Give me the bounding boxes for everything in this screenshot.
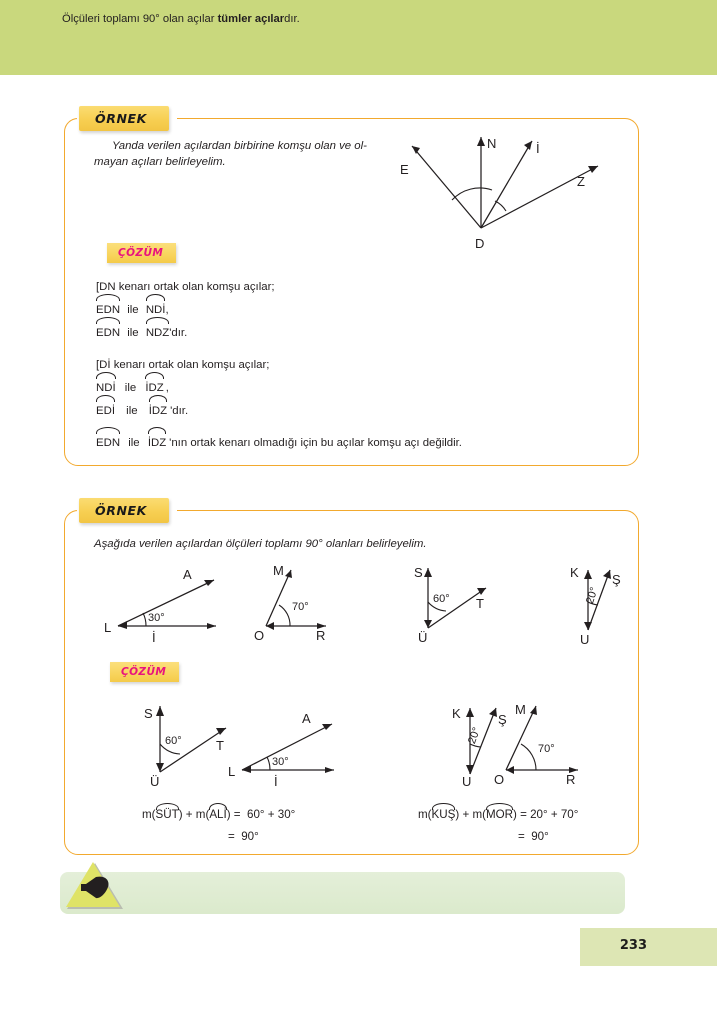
given-angle-diagram-1 <box>104 568 254 646</box>
info-note-text <box>62 13 300 25</box>
example-1-solution-lines <box>96 276 462 455</box>
conjunction: ile <box>128 437 140 449</box>
ray-label-upper: M <box>273 563 284 578</box>
vertex-label: L <box>228 764 236 779</box>
page-header-band <box>0 0 717 75</box>
angle-measure: 60° <box>433 593 450 605</box>
angle-notation: KUŞ <box>432 808 456 821</box>
conjunction: ile <box>124 382 137 394</box>
line-tail: , <box>165 382 169 394</box>
angle-notation: İDZ <box>145 377 163 400</box>
note-text-before: Ölçüleri toplamı 90° olan açılar <box>62 13 218 25</box>
equation-right-result: 90° <box>531 830 549 843</box>
angle-notation: NDZ <box>146 322 169 345</box>
vertex-label: O <box>254 628 265 643</box>
ray-label-lower: T <box>476 596 484 611</box>
angle-notation: MOR <box>486 808 513 821</box>
angle-measure: 70° <box>292 601 309 613</box>
ray-label-lower: R <box>566 772 576 787</box>
ray-label-upper: A <box>302 711 311 726</box>
conjunction: ile <box>127 304 139 316</box>
solution-line-7 <box>96 432 462 455</box>
given-angle-diagram-2 <box>254 562 374 644</box>
equation-left-line-1: m( SÜT) + m( ALİ) = 60° + 30° <box>142 808 295 821</box>
vertex-label: U <box>462 774 472 789</box>
ray-label-E: E <box>400 162 409 177</box>
example-1-prompt-line-1: Yanda verilen açılardan birbirine komşu olan ve ol- <box>112 140 367 152</box>
equation-left-rhs: 60° + 30° <box>247 808 296 821</box>
angle-notation: EDN <box>96 322 120 345</box>
angle-notation: EDİ <box>96 400 115 423</box>
example-2-prompt: Aşağıda verilen açılardan ölçüleri toplamı 90° olanları belirleyelim. <box>94 538 427 550</box>
angle-measure: 20° <box>466 725 484 746</box>
angle-notation: ALİ <box>209 808 226 821</box>
ray-label-upper: K <box>452 706 461 721</box>
note-text-bold: tümler açılar <box>217 13 285 25</box>
ray-label-lower: R <box>316 628 326 643</box>
conjunction: ile <box>127 327 139 339</box>
vertex-label: Ü <box>418 630 428 645</box>
ray-label-lower: Ş <box>612 572 621 587</box>
ray-label-lower: Ş <box>498 712 507 727</box>
example-2-tag: ÖRNEK <box>79 498 169 523</box>
equation-left <box>142 808 295 843</box>
angle-measure: 20° <box>584 585 601 606</box>
conjunction: ile <box>126 405 138 417</box>
solution-angle-diagram-2 <box>228 711 368 789</box>
solution-line-6 <box>96 400 462 423</box>
ray-label-upper: M <box>515 702 526 717</box>
vertex-label: L <box>104 620 112 635</box>
ray-label-lower: İ <box>274 774 278 789</box>
note-text-after: dır. <box>284 13 300 25</box>
info-note-box <box>60 872 625 914</box>
cozum-label-2: ÇÖZÜM <box>110 662 179 682</box>
vertex-label: Ü <box>150 774 160 789</box>
page-number: 233 <box>619 938 647 953</box>
example-1-prompt <box>94 138 394 170</box>
angle-notation: İDZ <box>149 400 167 423</box>
equation-right-line-1: m( KUŞ) + m( MOR) = 20° + 70° <box>418 808 578 821</box>
ray-label-upper: S <box>414 565 423 580</box>
angle-notation: İDZ <box>148 432 166 455</box>
angle-measure: 30° <box>148 612 165 624</box>
solution-line-3 <box>96 322 462 345</box>
angle-measure: 30° <box>272 756 289 768</box>
line-tail: , <box>165 304 169 316</box>
angle-measure: 70° <box>538 743 555 755</box>
equation-right <box>418 808 578 843</box>
ray-label-lower: İ <box>152 630 156 645</box>
equation-left-result: 90° <box>241 830 259 843</box>
ray-label-lower: T <box>216 738 224 753</box>
example-1-prompt-line-2: mayan açıları belirleyelim. <box>94 156 226 168</box>
angle-notation: NDİ <box>96 377 116 400</box>
ray-label-upper: S <box>144 706 153 721</box>
vertex-label: O <box>494 772 505 787</box>
ray-label-Z: Z <box>577 174 585 189</box>
solution-angle-diagram-4 <box>494 700 604 786</box>
equation-right-line-2: = 90° <box>518 830 549 843</box>
example-1-angle-diagram <box>396 128 621 253</box>
line-tail: 'dır. <box>170 405 189 417</box>
solution-line-1: [DN kenarı ortak olan komşu açılar; <box>96 281 275 293</box>
angle-measure: 60° <box>165 735 182 747</box>
page-number-block <box>580 928 717 966</box>
given-angle-diagram-3 <box>414 562 524 644</box>
equation-left-line-2: = 90° <box>228 830 259 843</box>
line-tail: 'nın ortak kenarı olmadığı için bu açılar komşu açı değildir. <box>169 437 462 449</box>
angle-notation: EDN <box>96 299 120 322</box>
megaphone-icon <box>66 862 124 912</box>
equation-right-rhs: 20° + 70° <box>530 808 579 821</box>
given-angle-diagram-4 <box>566 562 636 647</box>
cozum-label-1: ÇÖZÜM <box>107 243 176 263</box>
ray-label-N: N <box>487 136 497 151</box>
vertex-label: U <box>580 632 590 647</box>
example-1-tag: ÖRNEK <box>79 106 169 131</box>
angle-notation: SÜT <box>156 808 179 821</box>
example-2-cozum-badge <box>110 662 179 682</box>
example-1-cozum-badge <box>107 243 176 263</box>
vertex-label-D: D <box>475 236 485 251</box>
angle-notation: NDİ <box>146 299 166 322</box>
ray-label-I: İ <box>536 141 540 156</box>
line-tail: 'dır. <box>169 327 188 339</box>
ray-label-upper: K <box>570 565 579 580</box>
angle-notation: EDN <box>96 432 120 455</box>
ray-label-upper: A <box>183 567 192 582</box>
solution-line-4: [Dİ kenarı ortak olan komşu açılar; <box>96 359 270 371</box>
